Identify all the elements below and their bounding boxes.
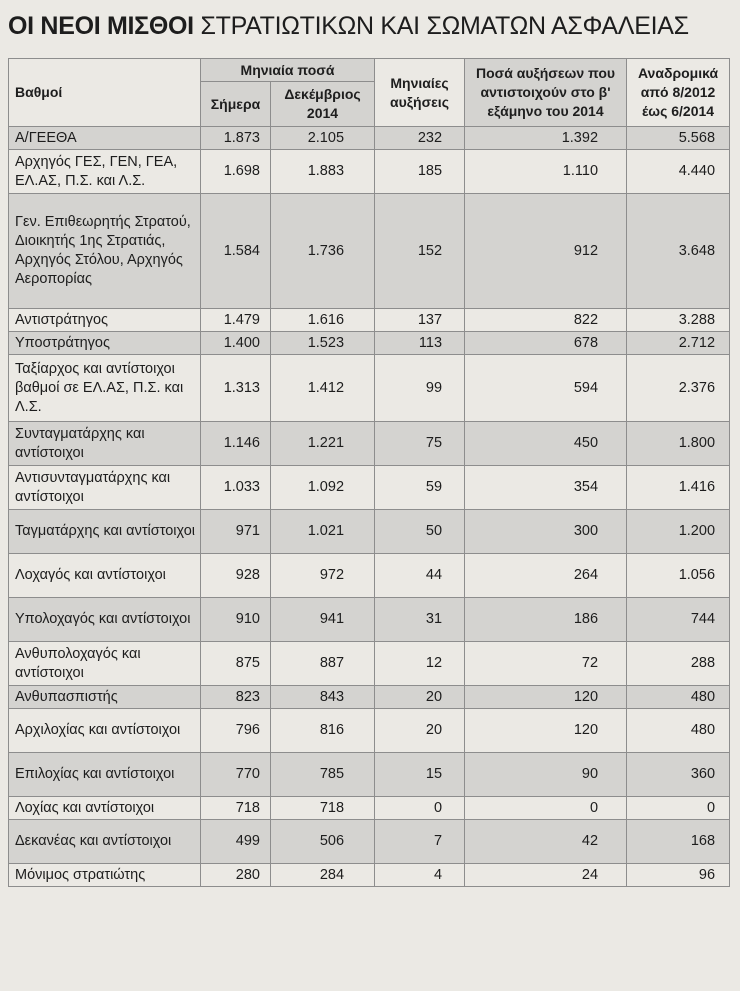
cell-december: 284 [271, 864, 375, 887]
cell-monthly-increase: 7 [375, 820, 465, 864]
cell-semester-amount: 1.110 [465, 150, 627, 194]
cell-today: 875 [201, 642, 271, 686]
cell-december: 887 [271, 642, 375, 686]
table-row [9, 709, 730, 753]
cell-today: 1.313 [201, 355, 271, 422]
cell-december: 506 [271, 820, 375, 864]
cell-semester-amount: 822 [465, 309, 627, 332]
cell-retroactive: 1.056 [627, 554, 730, 598]
cell-retroactive: 1.200 [627, 510, 730, 554]
cell-monthly-increase: 15 [375, 753, 465, 797]
cell-december: 843 [271, 686, 375, 709]
cell-retroactive: 5.568 [627, 127, 730, 150]
cell-december: 718 [271, 797, 375, 820]
table-row [9, 642, 730, 686]
cell-retroactive: 2.376 [627, 355, 730, 422]
cell-retroactive: 168 [627, 820, 730, 864]
cell-retroactive: 1.416 [627, 466, 730, 510]
table-row [9, 686, 730, 709]
cell-monthly-increase: 137 [375, 309, 465, 332]
cell-rank: Γεν. Επιθεωρητής Στρατού, Διοικητής 1ης Στρατιάς, Αρχηγός Στόλου, Αρχηγός Αεροπορίας [9, 194, 201, 309]
cell-monthly-increase: 20 [375, 709, 465, 753]
cell-december: 2.105 [271, 127, 375, 150]
cell-today: 718 [201, 797, 271, 820]
cell-semester-amount: 24 [465, 864, 627, 887]
cell-rank: Ανθυπολοχαγός και αντίστοιχοι [9, 642, 201, 686]
cell-rank: Υποστράτηγος [9, 332, 201, 355]
salary-table [8, 58, 730, 887]
cell-december: 1.736 [271, 194, 375, 309]
cell-semester-amount: 594 [465, 355, 627, 422]
cell-semester-amount: 300 [465, 510, 627, 554]
cell-rank: Αρχιλοχίας και αντίστοιχοι [9, 709, 201, 753]
title-bold: ΟΙ ΝΕΟΙ ΜΙΣΘΟΙ [8, 12, 194, 40]
cell-semester-amount: 450 [465, 422, 627, 466]
cell-retroactive: 96 [627, 864, 730, 887]
cell-retroactive: 480 [627, 709, 730, 753]
cell-monthly-increase: 4 [375, 864, 465, 887]
header-rank: Βαθμοί [9, 59, 201, 127]
cell-december: 1.616 [271, 309, 375, 332]
cell-rank: Λοχίας και αντίστοιχοι [9, 797, 201, 820]
cell-december: 1.221 [271, 422, 375, 466]
cell-december: 972 [271, 554, 375, 598]
table-row [9, 820, 730, 864]
cell-monthly-increase: 20 [375, 686, 465, 709]
table-row [9, 466, 730, 510]
header-today: Σήμερα [201, 82, 271, 127]
header-increase-amounts: Ποσά αυξήσεων που αντιστοιχούν στο β' εξάμηνο του 2014 [465, 59, 627, 127]
cell-rank: Α/ΓΕΕΘΑ [9, 127, 201, 150]
table-row [9, 332, 730, 355]
cell-rank: Αντιστράτηγος [9, 309, 201, 332]
cell-today: 1.400 [201, 332, 271, 355]
cell-today: 1.146 [201, 422, 271, 466]
cell-rank: Ανθυπασπιστής [9, 686, 201, 709]
cell-monthly-increase: 75 [375, 422, 465, 466]
table-row [9, 309, 730, 332]
cell-december: 785 [271, 753, 375, 797]
cell-monthly-increase: 185 [375, 150, 465, 194]
header-december: Δεκέμβριος 2014 [271, 82, 375, 127]
cell-semester-amount: 354 [465, 466, 627, 510]
cell-today: 928 [201, 554, 271, 598]
cell-monthly-increase: 50 [375, 510, 465, 554]
cell-retroactive: 480 [627, 686, 730, 709]
cell-rank: Συνταγματάρχης και αντίστοιχοι [9, 422, 201, 466]
cell-monthly-increase: 152 [375, 194, 465, 309]
cell-rank: Λοχαγός και αντίστοιχοι [9, 554, 201, 598]
cell-today: 971 [201, 510, 271, 554]
cell-today: 910 [201, 598, 271, 642]
cell-monthly-increase: 99 [375, 355, 465, 422]
cell-semester-amount: 678 [465, 332, 627, 355]
cell-today: 1.033 [201, 466, 271, 510]
cell-semester-amount: 120 [465, 686, 627, 709]
cell-monthly-increase: 31 [375, 598, 465, 642]
table-row [9, 554, 730, 598]
cell-monthly-increase: 59 [375, 466, 465, 510]
cell-december: 1.883 [271, 150, 375, 194]
cell-today: 280 [201, 864, 271, 887]
cell-december: 1.412 [271, 355, 375, 422]
cell-retroactive: 4.440 [627, 150, 730, 194]
cell-today: 1.873 [201, 127, 271, 150]
cell-december: 1.523 [271, 332, 375, 355]
cell-today: 499 [201, 820, 271, 864]
cell-semester-amount: 72 [465, 642, 627, 686]
cell-rank: Αντισυνταγματάρχης και αντίστοιχοι [9, 466, 201, 510]
cell-monthly-increase: 0 [375, 797, 465, 820]
cell-today: 1.584 [201, 194, 271, 309]
table-row [9, 598, 730, 642]
cell-december: 816 [271, 709, 375, 753]
cell-today: 1.479 [201, 309, 271, 332]
cell-today: 796 [201, 709, 271, 753]
cell-monthly-increase: 12 [375, 642, 465, 686]
cell-today: 1.698 [201, 150, 271, 194]
table-row [9, 355, 730, 422]
table-row [9, 127, 730, 150]
cell-rank: Ταγματάρχης και αντίστοιχοι [9, 510, 201, 554]
cell-semester-amount: 0 [465, 797, 627, 820]
cell-rank: Μόνιμος στρατιώτης [9, 864, 201, 887]
title-rest: ΣΤΡΑΤΙΩΤΙΚΩΝ ΚΑΙ ΣΩΜΑΤΩΝ ΑΣΦΑΛΕΙΑΣ [193, 12, 689, 40]
cell-semester-amount: 1.392 [465, 127, 627, 150]
table-body [9, 127, 730, 887]
header-retroactive: Αναδρομικά από 8/2012 έως 6/2014 [627, 59, 730, 127]
table-row [9, 194, 730, 309]
cell-monthly-increase: 232 [375, 127, 465, 150]
cell-december: 1.021 [271, 510, 375, 554]
cell-semester-amount: 90 [465, 753, 627, 797]
table-row [9, 422, 730, 466]
header-monthly-increases: Μηνιαίες αυξήσεις [375, 59, 465, 127]
cell-semester-amount: 42 [465, 820, 627, 864]
table-row [9, 797, 730, 820]
cell-rank: Υπολοχαγός και αντίστοιχοι [9, 598, 201, 642]
cell-monthly-increase: 44 [375, 554, 465, 598]
cell-december: 941 [271, 598, 375, 642]
cell-rank: Αρχηγός ΓΕΣ, ΓΕΝ, ΓΕΑ, ΕΛ.ΑΣ, Π.Σ. και Λ.Σ. [9, 150, 201, 194]
table-row [9, 753, 730, 797]
cell-retroactive: 360 [627, 753, 730, 797]
table-row [9, 510, 730, 554]
page-title [8, 8, 732, 44]
cell-semester-amount: 120 [465, 709, 627, 753]
cell-retroactive: 0 [627, 797, 730, 820]
cell-semester-amount: 264 [465, 554, 627, 598]
table-row [9, 150, 730, 194]
cell-semester-amount: 912 [465, 194, 627, 309]
cell-semester-amount: 186 [465, 598, 627, 642]
cell-retroactive: 2.712 [627, 332, 730, 355]
cell-rank: Επιλοχίας και αντίστοιχοι [9, 753, 201, 797]
cell-rank: Ταξίαρχος και αντίστοιχοι βαθμοί σε ΕΛ.ΑΣ, Π.Σ. και Λ.Σ. [9, 355, 201, 422]
cell-monthly-increase: 113 [375, 332, 465, 355]
cell-retroactive: 3.288 [627, 309, 730, 332]
table-row [9, 864, 730, 887]
cell-retroactive: 744 [627, 598, 730, 642]
header-monthly-group: Μηνιαία ποσά [201, 59, 375, 82]
cell-retroactive: 3.648 [627, 194, 730, 309]
cell-today: 770 [201, 753, 271, 797]
cell-rank: Δεκανέας και αντίστοιχοι [9, 820, 201, 864]
cell-retroactive: 288 [627, 642, 730, 686]
cell-today: 823 [201, 686, 271, 709]
cell-december: 1.092 [271, 466, 375, 510]
cell-retroactive: 1.800 [627, 422, 730, 466]
